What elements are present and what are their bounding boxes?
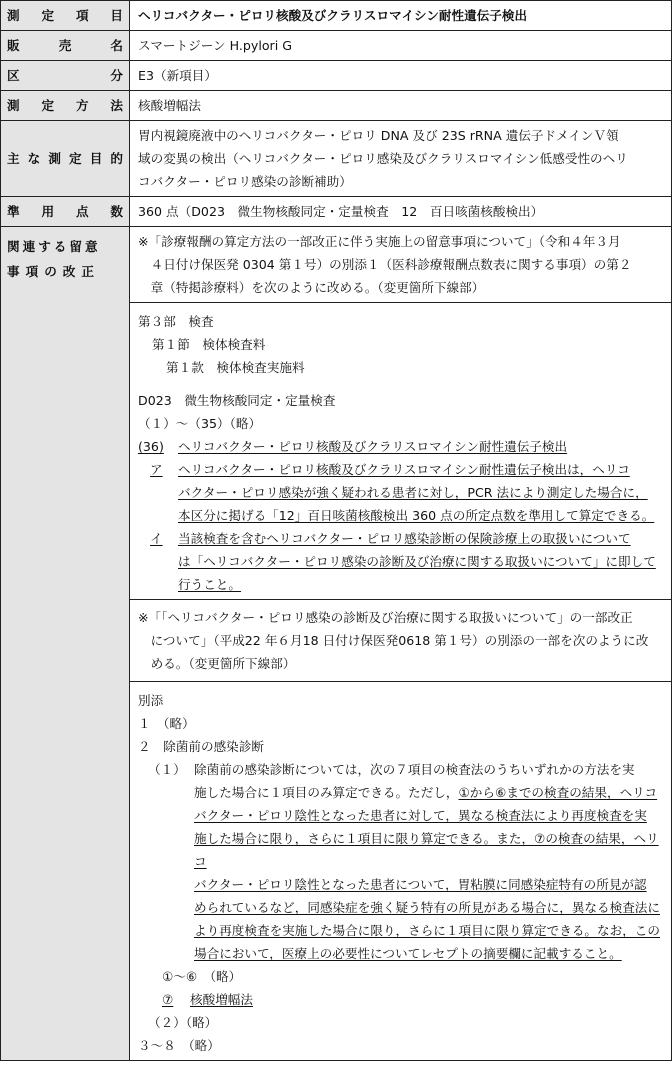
sec1-new-no: (36) bbox=[138, 439, 164, 454]
label-char: 方 bbox=[75, 98, 89, 113]
sec2-p1-mark: （１） bbox=[148, 762, 186, 777]
sec2-list7-text: 核酸増幅法 bbox=[190, 992, 253, 1007]
sec1-para-i bbox=[138, 527, 663, 596]
sec2-para-1 bbox=[138, 758, 663, 965]
label-char: 点 bbox=[75, 204, 89, 219]
label-category bbox=[1, 61, 130, 91]
label-notice bbox=[1, 227, 130, 1061]
label-char: 定 bbox=[41, 98, 55, 113]
sec2-list1: ①～⑥ （略） bbox=[162, 969, 242, 984]
label-notice-line: 事項の改正 bbox=[7, 264, 100, 279]
label-char: な bbox=[27, 151, 41, 166]
intro-line: 章（特掲診療料）を次のように改める。（変更箇所下線部） bbox=[138, 280, 485, 295]
sec1-subsection: 第１款 検体検査実施料 bbox=[166, 360, 305, 375]
sec1-i-line: は「ヘリコバクター・ピロリ感染の診断及び治療に関する取扱いについて」に即して bbox=[178, 554, 656, 569]
label-char: 測 bbox=[48, 151, 61, 166]
row-notice-intro bbox=[1, 227, 672, 303]
sec1-i-line: 当該検査を含むヘリコバクター・ピロリ感染診断の保険診療上の取扱いについて bbox=[178, 531, 631, 546]
purpose-line: コバクター・ピロリ感染の診断補助） bbox=[138, 174, 352, 189]
sec1-range: （１）～（35）（略） bbox=[138, 416, 262, 431]
label-text bbox=[7, 4, 123, 27]
label-method bbox=[1, 91, 130, 121]
row-points bbox=[1, 197, 672, 227]
label-char: 測 bbox=[7, 98, 20, 113]
sec1-a-line: 本区分に掲げる「12」百日咳菌核酸検出 360 点の所定点数を準用して算定できる。 bbox=[178, 508, 655, 523]
sec1-i-line: 行うこと。 bbox=[178, 577, 241, 592]
label-char: 名 bbox=[110, 38, 123, 53]
value-purpose bbox=[130, 121, 672, 197]
label-notice-text bbox=[7, 230, 123, 284]
row-product-name bbox=[1, 31, 672, 61]
label-product-name bbox=[1, 31, 130, 61]
value-category: E3（新項目） bbox=[130, 61, 672, 91]
sec1-item: D023 微生物核酸同定・定量検査 bbox=[138, 393, 336, 408]
label-char: 定 bbox=[41, 8, 55, 23]
sec2-item1: １ （略） bbox=[138, 716, 195, 731]
sec1-para-a bbox=[138, 458, 663, 527]
value-points: 360 点（D023 微生物核酸同定・定量検査 12 百日咳菌核酸検出） bbox=[130, 197, 672, 227]
intro-line: ※「診療報酬の算定方法の一部改正に伴う実施上の留意事項について」（令和４年３月 bbox=[138, 234, 621, 249]
label-char: 販 bbox=[7, 38, 20, 53]
intro2-line: について」（平成22 年６月18 日付け保医発0618 第１号）の別添の一部を次のように改 bbox=[138, 633, 649, 648]
label-char: 区 bbox=[7, 68, 20, 83]
sec2-p1-line: バクター・ピロリ陰性となった患者について，胃粘膜に同感染症特有の所見が認 bbox=[194, 877, 647, 892]
sec2-p1-line: 除菌前の感染診断については，次の７項目の検査法のうちいずれかの方法を実 bbox=[194, 762, 635, 777]
notice-section-1 bbox=[130, 303, 672, 600]
sec2-p1-line: められているなど，同感染症を強く疑う特有の所見がある場合に，異なる検査法に bbox=[194, 900, 660, 915]
label-points bbox=[1, 197, 130, 227]
intro2-line: ※「「ヘリコバクター・ピロリ感染の診断及び治療に関する取扱いについて」の一部改正 bbox=[138, 610, 633, 625]
sec1-new-title: ヘリコバクター・ピロリ核酸及びクラリスロマイシン耐性遺伝子検出 bbox=[178, 439, 568, 454]
sec1-new-item bbox=[138, 435, 663, 458]
sec2-p1-line: 施した場合に限り，さらに１項目に限り算定できる。また，⑦の検査の結果，ヘリコ bbox=[194, 831, 659, 869]
sec1-a-line: ヘリコバクター・ピロリ核酸及びクラリスロマイシン耐性遺伝子検出は，ヘリコ bbox=[178, 462, 630, 477]
label-text bbox=[7, 64, 123, 87]
purpose-line: 胃内視鏡廃液中のヘリコバクター・ピロリ DNA 及び 23S rRNA 遺伝子ドメインＶ領 bbox=[138, 128, 619, 143]
purpose-line: 域の変異の検出（ヘリコバクター・ピロリ感染及びクラリスロマイシン低感受性のヘリ bbox=[138, 151, 628, 166]
label-char: 数 bbox=[110, 204, 123, 219]
notice-intro bbox=[130, 227, 672, 303]
label-measurement-item bbox=[1, 1, 130, 31]
value-product-name: スマートジーン H.pylori G bbox=[130, 31, 672, 61]
sec2-attach: 別添 bbox=[138, 693, 164, 708]
sec2-list7 bbox=[138, 988, 663, 1011]
label-char: 準 bbox=[7, 204, 20, 219]
label-char: 法 bbox=[110, 98, 123, 113]
intro-line: ４日付け保医発 0304 第１号）の別添１（医科診療報酬点数表に関する事項）の第２ bbox=[138, 257, 632, 272]
label-char: 主 bbox=[7, 151, 20, 166]
label-char: 定 bbox=[69, 151, 82, 166]
sec1-part: 第３部 検査 bbox=[138, 314, 214, 329]
label-char: 測 bbox=[7, 8, 20, 23]
label-text bbox=[7, 200, 123, 223]
sec2-p2: （２）（略） bbox=[148, 1015, 218, 1030]
notice-section-2 bbox=[130, 682, 672, 1061]
sec2-rest: ３～８ （略） bbox=[138, 1038, 220, 1053]
label-char: 目 bbox=[110, 8, 123, 23]
sec2-list7-mark: ⑦ bbox=[162, 992, 174, 1007]
row-purpose bbox=[1, 121, 672, 197]
label-text bbox=[7, 94, 123, 117]
label-char: 的 bbox=[110, 151, 123, 166]
label-text bbox=[7, 147, 123, 170]
sec1-section: 第１節 検体検査料 bbox=[152, 337, 266, 352]
sec1-i-mark: イ bbox=[150, 531, 163, 546]
row-category bbox=[1, 61, 672, 91]
label-char: 分 bbox=[110, 68, 123, 83]
sec2-p1-line: 施した場合に１項目のみ算定できる。ただし， bbox=[194, 785, 459, 800]
sec1-a-line: バクター・ピロリ感染が強く疑われる患者に対し，PCR 法により測定した場合に， bbox=[178, 485, 648, 500]
sec2-p1-line-ul: ①から⑥までの検査の結果，ヘリコ bbox=[458, 785, 658, 800]
value-method: 核酸増幅法 bbox=[130, 91, 672, 121]
label-char: 目 bbox=[89, 151, 103, 166]
label-char: 項 bbox=[75, 8, 89, 23]
label-char: 売 bbox=[58, 38, 72, 53]
value-measurement-item: ヘリコバクター・ピロリ核酸及びクラリスロマイシン耐性遺伝子検出 bbox=[130, 1, 672, 31]
row-method bbox=[1, 91, 672, 121]
label-purpose bbox=[1, 121, 130, 197]
sec2-p1-line: より再度検査を実施した場合に限り，さらに１項目に限り算定できる。なお，この bbox=[194, 923, 660, 938]
label-text bbox=[7, 34, 123, 57]
label-notice-line: 関連する留意 bbox=[7, 239, 101, 254]
intro2-line: める。（変更箇所下線部） bbox=[138, 656, 296, 671]
label-char: 用 bbox=[41, 204, 55, 219]
sec1-a-mark: ア bbox=[150, 462, 163, 477]
notice-intro-2 bbox=[130, 600, 672, 682]
row-measurement-item bbox=[1, 1, 672, 31]
sec2-p1-line: バクター・ピロリ陰性となった患者に対して，異なる検査法により再度検査を実 bbox=[194, 808, 647, 823]
sec2-item2: ２ 除菌前の感染診断 bbox=[138, 739, 264, 754]
sec2-p1-line: 場合において，医療上の必要性についてレセプトの摘要欄に記載すること。 bbox=[194, 946, 622, 961]
